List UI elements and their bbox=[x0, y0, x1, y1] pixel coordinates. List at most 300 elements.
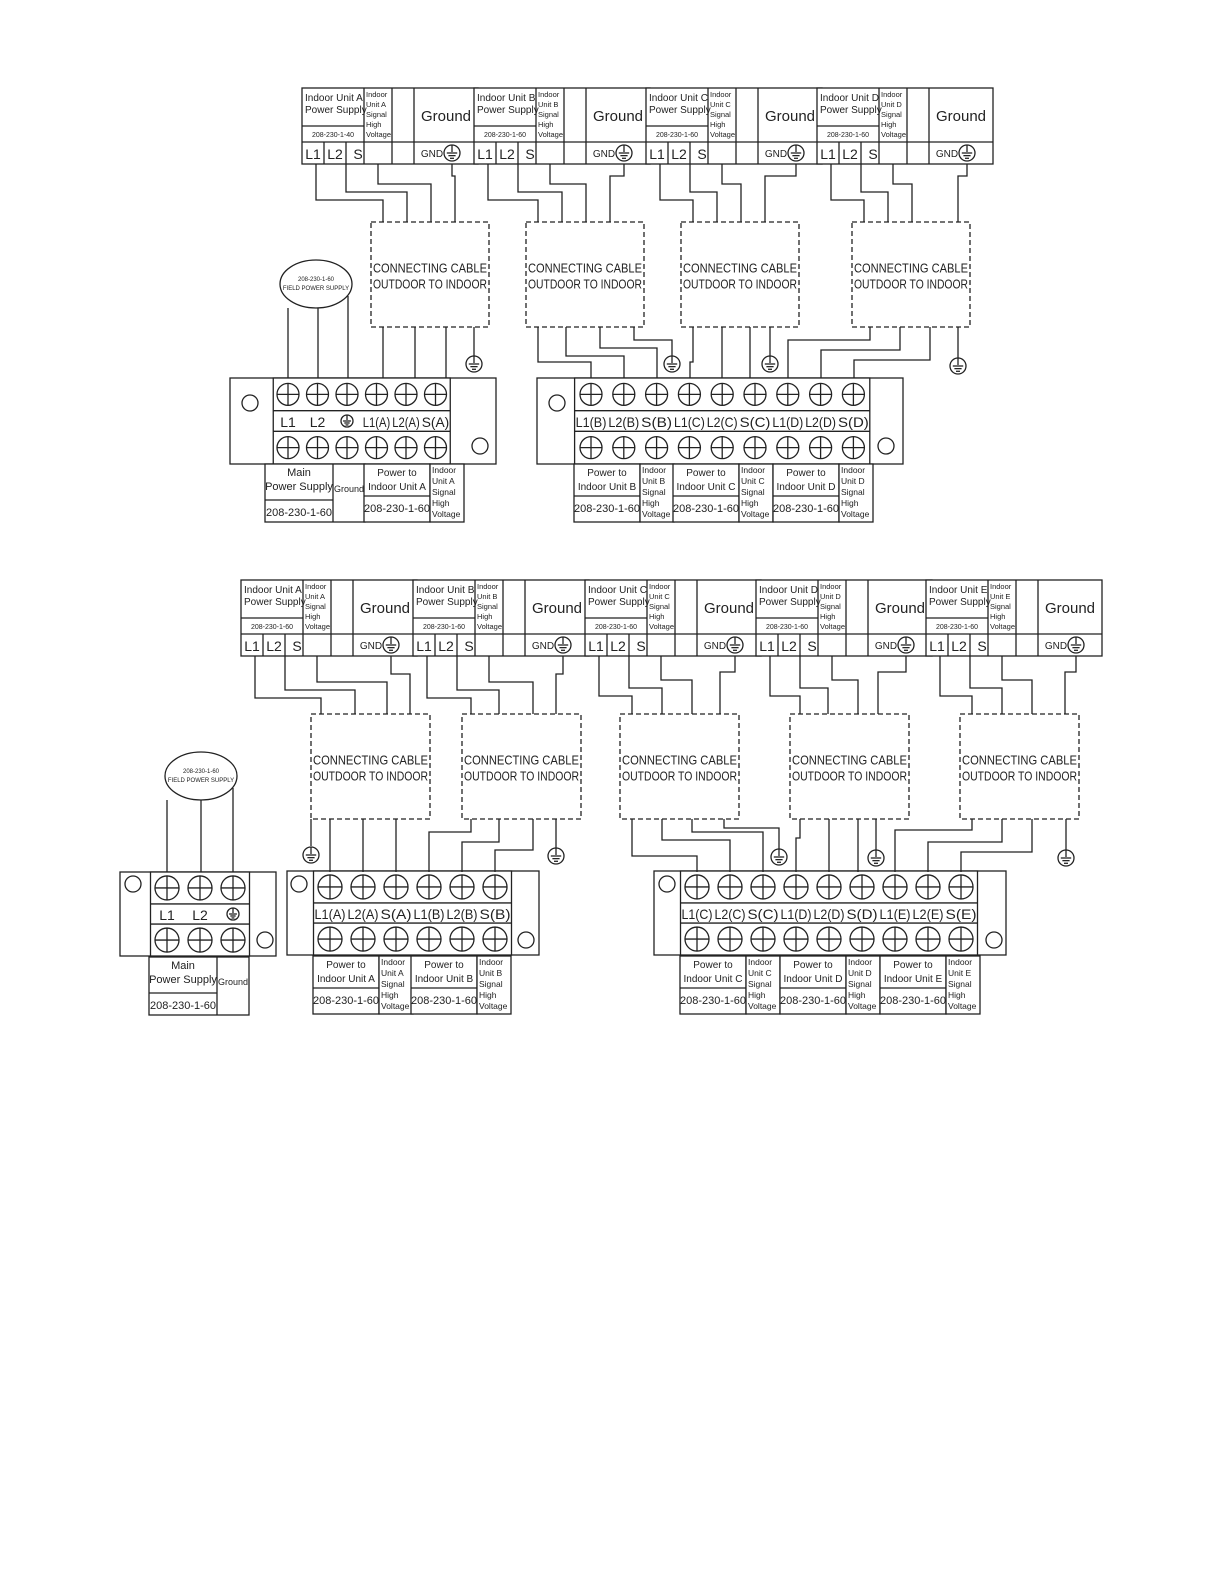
gnd-label: GND bbox=[764, 149, 788, 160]
terminal-label: L1(C) bbox=[681, 906, 713, 922]
unit-signal-label: Indoor bbox=[305, 582, 327, 591]
unit-title: Indoor Unit A bbox=[244, 585, 302, 596]
ground-label: Ground bbox=[592, 108, 644, 125]
wire bbox=[661, 656, 692, 714]
unit-title: Indoor Unit D bbox=[759, 585, 818, 596]
wire bbox=[831, 164, 864, 222]
terminal-label: S(B) bbox=[479, 906, 511, 922]
field-supply-bottom bbox=[165, 752, 237, 800]
terminal-label: L1 bbox=[929, 638, 945, 654]
power-label: Power to bbox=[587, 468, 627, 479]
unit-subtitle: Power Supply bbox=[929, 597, 991, 608]
signal-label: Signal bbox=[642, 487, 666, 497]
cable-label-1: CONNECTING CABLE bbox=[622, 752, 738, 768]
wire bbox=[488, 164, 538, 222]
signal-label: Signal bbox=[381, 979, 405, 989]
mounting-hole bbox=[659, 876, 675, 892]
signal-label: High bbox=[479, 990, 497, 1000]
ground-label: Ground bbox=[1044, 600, 1096, 617]
terminal-label: L2 bbox=[842, 146, 858, 162]
wire bbox=[285, 656, 355, 714]
field-supply-rating: 208-230-1-60 bbox=[297, 277, 335, 283]
unit-rating: 208-230-1-60 bbox=[765, 624, 809, 631]
terminal-label: S bbox=[977, 638, 987, 654]
signal-label: High bbox=[748, 990, 766, 1000]
mounting-hole bbox=[986, 932, 1002, 948]
power-label: Power to bbox=[693, 960, 733, 971]
power-rating: 208-230-1-60 bbox=[679, 995, 747, 1007]
power-label: Indoor Unit D bbox=[783, 974, 843, 985]
main-label: Main bbox=[171, 960, 195, 972]
unit-signal-label: High bbox=[990, 612, 1006, 621]
unit-rating: 208-230-1-60 bbox=[594, 624, 638, 631]
signal-label: Signal bbox=[479, 979, 503, 989]
main-label: Main bbox=[287, 467, 311, 479]
wire bbox=[796, 819, 800, 872]
power-rating: 208-230-1-60 bbox=[363, 503, 431, 515]
signal-label: Voltage bbox=[841, 509, 870, 519]
signal-label: Voltage bbox=[432, 509, 461, 519]
wire bbox=[462, 819, 499, 872]
terminal-label: S(E) bbox=[945, 906, 977, 922]
power-rating: 208-230-1-60 bbox=[779, 995, 847, 1007]
unit-rating: 208-230-1-60 bbox=[483, 132, 527, 139]
power-label: Indoor Unit A bbox=[317, 974, 375, 985]
gnd-label: GND bbox=[531, 641, 555, 652]
wire bbox=[660, 164, 693, 222]
terminal-label: S(B) bbox=[641, 414, 672, 430]
ext-board-bottom-ab bbox=[287, 871, 539, 955]
terminal-label: L1 bbox=[759, 638, 775, 654]
unit-title: Indoor Unit B bbox=[477, 93, 536, 104]
unit-signal-label: High bbox=[366, 120, 382, 129]
signal-label: High bbox=[948, 990, 966, 1000]
terminal-label: L2(B) bbox=[608, 414, 640, 430]
signal-label: Unit D bbox=[848, 968, 872, 978]
terminal-label: L2 bbox=[438, 638, 454, 654]
cable-box-top-b bbox=[526, 222, 644, 327]
wire bbox=[457, 656, 499, 714]
unit-rating: 208-230-1-60 bbox=[250, 624, 294, 631]
unit-signal-label: Signal bbox=[990, 602, 1011, 611]
ground-label: Ground bbox=[874, 600, 926, 617]
mounting-hole bbox=[878, 438, 894, 454]
terminal-label: L2 bbox=[327, 146, 343, 162]
unit-signal-label: High bbox=[820, 612, 836, 621]
unit-subtitle: Power Supply bbox=[820, 105, 882, 116]
power-label: Power to bbox=[424, 960, 464, 971]
wire bbox=[429, 819, 471, 872]
signal-label: Indoor bbox=[381, 957, 406, 967]
unit-signal-label: Signal bbox=[649, 602, 670, 611]
wire bbox=[692, 819, 763, 872]
indoor-unit-a2-block bbox=[241, 580, 417, 656]
terminal-label: S bbox=[697, 146, 707, 162]
field-supply-label: FIELD POWER SUPPLY bbox=[167, 778, 235, 784]
wire bbox=[970, 656, 1002, 714]
signal-label: Unit E bbox=[948, 968, 972, 978]
unit-signal-label: Signal bbox=[305, 602, 326, 611]
terminal-label: S(C) bbox=[739, 414, 771, 430]
cable-label-2: OUTDOOR TO INDOOR bbox=[962, 768, 1077, 784]
unit-signal-label: Unit B bbox=[477, 592, 498, 601]
unit-signal-label: High bbox=[710, 120, 726, 129]
wire bbox=[1065, 656, 1076, 714]
unit-signal-label: Indoor bbox=[710, 90, 732, 99]
main-supply-label-top bbox=[265, 464, 365, 522]
cable-label-2: OUTDOOR TO INDOOR bbox=[683, 276, 797, 292]
unit-signal-label: Indoor bbox=[366, 90, 388, 99]
cable-box-bot-d bbox=[790, 714, 909, 819]
power-rating: 208-230-1-60 bbox=[672, 503, 740, 515]
signal-label: Indoor bbox=[741, 465, 766, 475]
gnd-label: GND bbox=[592, 149, 616, 160]
terminal-label: L2 bbox=[951, 638, 967, 654]
cable-label-1: CONNECTING CABLE bbox=[854, 260, 969, 276]
power-label: Indoor Unit E bbox=[883, 974, 943, 985]
terminal-label: L2 bbox=[781, 638, 797, 654]
wire bbox=[958, 164, 967, 222]
gnd-label: GND bbox=[874, 641, 898, 652]
unit-rating: 208-230-1-60 bbox=[655, 132, 699, 139]
cable-label-2: OUTDOOR TO INDOOR bbox=[464, 768, 579, 784]
wire bbox=[255, 656, 321, 714]
unit-signal-label: Indoor bbox=[649, 582, 671, 591]
power-label: Indoor Unit B bbox=[414, 974, 474, 985]
wire bbox=[724, 819, 779, 850]
mounting-hole bbox=[549, 395, 565, 411]
signal-label: Unit A bbox=[381, 968, 404, 978]
unit-signal-label: Voltage bbox=[649, 622, 675, 631]
wire bbox=[832, 656, 858, 714]
mounting-hole bbox=[472, 438, 488, 454]
signal-label: High bbox=[432, 498, 450, 508]
cable-box-top-d bbox=[852, 222, 970, 327]
unit-title: Indoor Unit C bbox=[588, 585, 647, 596]
indoor-unit-d-block bbox=[756, 580, 932, 656]
power-rating: 208-230-1-60 bbox=[410, 995, 478, 1007]
ground-label: Ground bbox=[703, 600, 755, 617]
terminal-label: S bbox=[292, 638, 302, 654]
terminal-label: L2 bbox=[309, 414, 326, 430]
unit-rating: 208-230-1-60 bbox=[826, 132, 870, 139]
field-supply-oval bbox=[280, 260, 352, 308]
terminal-label: L1 bbox=[477, 146, 493, 162]
power-rating: 208-230-1-60 bbox=[772, 503, 840, 515]
cable-label-2: OUTDOOR TO INDOOR bbox=[373, 276, 487, 292]
indoor-unit-e-block bbox=[926, 580, 1102, 656]
unit-signal-label: High bbox=[538, 120, 554, 129]
wire bbox=[600, 327, 657, 378]
wire bbox=[928, 819, 1002, 872]
terminal-label: L2(B) bbox=[446, 906, 478, 922]
cable-label-1: CONNECTING CABLE bbox=[528, 260, 643, 276]
gnd-label: GND bbox=[420, 149, 444, 160]
main-board-top bbox=[230, 378, 496, 464]
signal-label: Signal bbox=[948, 979, 972, 989]
terminal-label: L2(C) bbox=[714, 906, 746, 922]
unit-subtitle: Power Supply bbox=[244, 597, 306, 608]
terminal-label: S(D) bbox=[838, 414, 869, 430]
unit-signal-label: Voltage bbox=[366, 130, 392, 139]
terminal-label: L2 bbox=[671, 146, 687, 162]
power-label: Power to bbox=[793, 960, 833, 971]
terminal-label: S bbox=[636, 638, 646, 654]
power-label: Power to bbox=[686, 468, 726, 479]
unit-signal-label: Signal bbox=[477, 602, 498, 611]
mounting-hole bbox=[242, 395, 258, 411]
terminal-label: L1(B) bbox=[413, 906, 445, 922]
unit-signal-label: Indoor bbox=[881, 90, 903, 99]
ground-label: Ground bbox=[764, 108, 816, 125]
wire bbox=[550, 164, 586, 222]
unit-signal-label: Voltage bbox=[305, 622, 331, 631]
signal-label: Unit B bbox=[479, 968, 503, 978]
terminal-label: L1 bbox=[244, 638, 260, 654]
terminal-label: L2(E) bbox=[912, 906, 944, 922]
wire bbox=[662, 819, 730, 872]
signal-label: Unit A bbox=[432, 476, 455, 486]
terminal-label: L1 bbox=[159, 907, 175, 923]
signal-label: Indoor bbox=[479, 957, 504, 967]
signal-label: Voltage bbox=[381, 1001, 410, 1011]
cable-label-1: CONNECTING CABLE bbox=[313, 752, 429, 768]
signal-label: Indoor bbox=[848, 957, 873, 967]
field-supply-label: FIELD POWER SUPPLY bbox=[282, 286, 350, 292]
terminal-label: S bbox=[807, 638, 817, 654]
terminal-label: S bbox=[353, 146, 363, 162]
unit-subtitle: Power Supply bbox=[649, 105, 711, 116]
cable-label-2: OUTDOOR TO INDOOR bbox=[313, 768, 428, 784]
wire bbox=[566, 327, 624, 378]
wire bbox=[610, 164, 624, 222]
wire bbox=[632, 819, 697, 872]
field-supply-top bbox=[280, 260, 352, 308]
power-label: Indoor Unit D bbox=[776, 482, 836, 493]
unit-signal-label: Unit D bbox=[881, 100, 902, 109]
signal-label: Indoor bbox=[748, 957, 773, 967]
wire bbox=[346, 164, 407, 222]
wire bbox=[495, 819, 533, 872]
cable-box-top-a bbox=[371, 222, 489, 327]
main-board-bottom bbox=[120, 872, 276, 956]
terminal-label: L1(D) bbox=[780, 906, 812, 922]
signal-label: High bbox=[381, 990, 399, 1000]
power-label: Indoor Unit C bbox=[683, 974, 743, 985]
power-label: Power to bbox=[326, 960, 366, 971]
wire bbox=[634, 327, 672, 356]
ext-board-top bbox=[537, 378, 903, 464]
main-supply-label-bottom bbox=[149, 957, 249, 1015]
ground-label: Ground bbox=[359, 600, 411, 617]
terminal-label: L1 bbox=[820, 146, 836, 162]
power-label: Indoor Unit A bbox=[368, 482, 426, 493]
terminal-label: L2 bbox=[499, 146, 515, 162]
wire bbox=[800, 656, 828, 714]
signal-label: Voltage bbox=[741, 509, 770, 519]
terminal-label: L2(A) bbox=[347, 906, 379, 922]
unit-signal-label: High bbox=[477, 612, 493, 621]
unit-signal-label: Indoor bbox=[538, 90, 560, 99]
cable-label-2: OUTDOOR TO INDOOR bbox=[528, 276, 642, 292]
unit-signal-label: Voltage bbox=[538, 130, 564, 139]
signal-label: Signal bbox=[841, 487, 865, 497]
power-rating: 208-230-1-60 bbox=[312, 995, 380, 1007]
signal-label: Voltage bbox=[948, 1001, 977, 1011]
indoor-unit-c-block bbox=[646, 88, 822, 164]
signal-label: High bbox=[642, 498, 660, 508]
unit-signal-label: Voltage bbox=[477, 622, 503, 631]
unit-signal-label: Unit D bbox=[820, 592, 841, 601]
unit-signal-label: Voltage bbox=[881, 130, 907, 139]
wire bbox=[317, 656, 387, 714]
power-label: Power to bbox=[377, 468, 417, 479]
terminal-label: L2 bbox=[610, 638, 626, 654]
signal-label: Indoor bbox=[642, 465, 667, 475]
terminal-label: S(A) bbox=[421, 414, 450, 430]
ground-label: Ground bbox=[217, 977, 249, 987]
cable-label-2: OUTDOOR TO INDOOR bbox=[622, 768, 737, 784]
wire bbox=[722, 164, 741, 222]
ground-label: Ground bbox=[420, 108, 472, 125]
unit-title: Indoor Unit E bbox=[929, 585, 988, 596]
unit-signal-label: Unit B bbox=[538, 100, 559, 109]
wire bbox=[940, 656, 972, 714]
unit-signal-label: Voltage bbox=[820, 622, 846, 631]
wire bbox=[629, 656, 662, 714]
terminal-label: S bbox=[464, 638, 474, 654]
signal-label: Voltage bbox=[848, 1001, 877, 1011]
power-label: Indoor Unit C bbox=[676, 482, 736, 493]
unit-title: Indoor Unit C bbox=[649, 93, 708, 104]
terminal-label: L1(A) bbox=[314, 906, 346, 922]
wire bbox=[720, 656, 735, 714]
power-label: Power to bbox=[786, 468, 826, 479]
cable-label-1: CONNECTING CABLE bbox=[683, 260, 798, 276]
terminal-label: L1 bbox=[280, 414, 296, 430]
field-supply-oval bbox=[165, 752, 237, 800]
signal-label: Indoor bbox=[841, 465, 866, 475]
power-label: Indoor Unit B bbox=[577, 482, 637, 493]
wire bbox=[391, 656, 410, 714]
terminal-label: L1(D) bbox=[772, 414, 804, 430]
terminal-label: L1(A) bbox=[362, 414, 391, 430]
signal-label: Signal bbox=[748, 979, 772, 989]
cable-box-bot-c bbox=[620, 714, 739, 819]
terminal-label: S(D) bbox=[846, 906, 878, 922]
wire bbox=[690, 327, 693, 378]
terminal-label: L1 bbox=[588, 638, 604, 654]
indoor-unit-a-block bbox=[302, 88, 478, 164]
cable-box-bot-a bbox=[311, 714, 430, 819]
power-labels-bottom bbox=[313, 956, 980, 1014]
gnd-label: GND bbox=[1044, 641, 1068, 652]
terminal-label: L1 bbox=[416, 638, 432, 654]
cable-box-bot-b bbox=[462, 714, 581, 819]
wire bbox=[427, 656, 471, 714]
mounting-hole bbox=[257, 932, 273, 948]
unit-signal-label: Signal bbox=[366, 110, 387, 119]
field-supply-rating: 208-230-1-60 bbox=[182, 769, 220, 775]
wire bbox=[770, 656, 800, 714]
terminal-label: S bbox=[868, 146, 878, 162]
signal-label: High bbox=[848, 990, 866, 1000]
unit-signal-label: Indoor bbox=[477, 582, 499, 591]
unit-signal-label: High bbox=[305, 612, 321, 621]
terminal-label: S bbox=[525, 146, 535, 162]
main-rating: 208-230-1-60 bbox=[149, 1000, 217, 1012]
indoor-unit-b-block bbox=[474, 88, 650, 164]
terminal-label: L2(D) bbox=[805, 414, 836, 430]
cable-box-bot-e bbox=[960, 714, 1079, 819]
unit-subtitle: Power Supply bbox=[477, 105, 539, 116]
mounting-hole bbox=[518, 932, 534, 948]
signal-label: Voltage bbox=[479, 1001, 508, 1011]
signal-label: Voltage bbox=[748, 1001, 777, 1011]
cable-label-2: OUTDOOR TO INDOOR bbox=[854, 276, 968, 292]
terminal-label: S(C) bbox=[747, 906, 779, 922]
main-label: Power Supply bbox=[265, 481, 333, 493]
signal-label: Signal bbox=[741, 487, 765, 497]
ground-label: Ground bbox=[333, 484, 365, 494]
mounting-hole bbox=[291, 876, 307, 892]
wire bbox=[378, 164, 431, 222]
cable-label-1: CONNECTING CABLE bbox=[464, 752, 580, 768]
unit-rating: 208-230-1-60 bbox=[935, 624, 979, 631]
unit-signal-label: High bbox=[649, 612, 665, 621]
terminal-label: L1 bbox=[649, 146, 665, 162]
wire bbox=[893, 164, 912, 222]
wire bbox=[788, 327, 870, 378]
wire bbox=[538, 327, 591, 378]
wire bbox=[765, 164, 796, 222]
gnd-label: GND bbox=[935, 149, 959, 160]
signal-label: Voltage bbox=[642, 509, 671, 519]
wire bbox=[878, 656, 906, 714]
terminal-label: L2 bbox=[266, 638, 282, 654]
indoor-unit-c-block bbox=[585, 580, 761, 656]
power-labels-top bbox=[364, 464, 873, 522]
power-label: Power to bbox=[893, 960, 933, 971]
power-rating: 208-230-1-60 bbox=[879, 995, 947, 1007]
signal-label: Unit B bbox=[642, 476, 666, 486]
wire bbox=[821, 327, 900, 378]
wire bbox=[690, 164, 717, 222]
unit-signal-label: Signal bbox=[881, 110, 902, 119]
wire bbox=[556, 656, 563, 714]
terminal-label: S(A) bbox=[380, 906, 412, 922]
wire bbox=[518, 164, 562, 222]
cable-label-1: CONNECTING CABLE bbox=[962, 752, 1078, 768]
ground-label: Ground bbox=[935, 108, 987, 125]
signal-label: Unit D bbox=[841, 476, 865, 486]
indoor-unit-b-block bbox=[413, 580, 589, 656]
wire bbox=[861, 164, 888, 222]
unit-title: Indoor Unit D bbox=[820, 93, 879, 104]
unit-signal-label: Unit A bbox=[366, 100, 387, 109]
ground-label: Ground bbox=[531, 600, 583, 617]
terminal-label: L2 bbox=[192, 907, 208, 923]
unit-signal-label: Unit E bbox=[990, 592, 1011, 601]
unit-signal-label: Voltage bbox=[990, 622, 1016, 631]
signal-label: High bbox=[841, 498, 859, 508]
signal-label: Indoor bbox=[948, 957, 973, 967]
main-rating: 208-230-1-60 bbox=[265, 507, 333, 519]
unit-signal-label: Unit A bbox=[305, 592, 326, 601]
terminal-label: L1(E) bbox=[879, 906, 911, 922]
wire bbox=[1002, 656, 1032, 714]
unit-subtitle: Power Supply bbox=[305, 105, 367, 116]
